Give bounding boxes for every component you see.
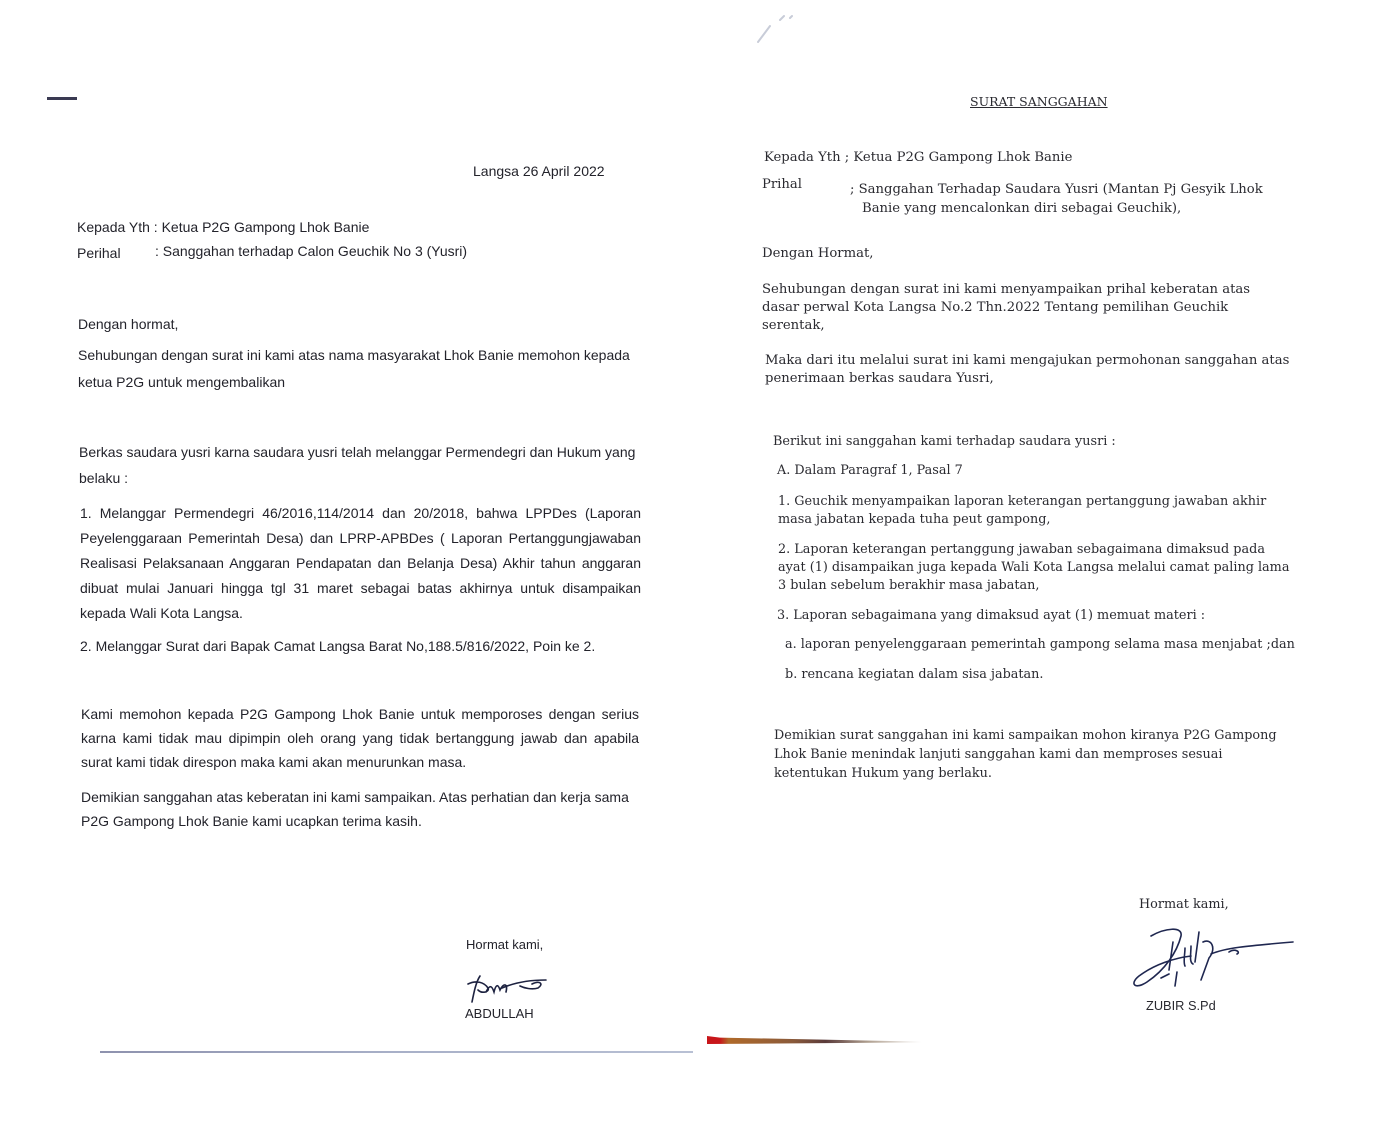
torn-edge bbox=[707, 1036, 922, 1044]
berkas-line: belaku : bbox=[79, 470, 129, 486]
item-2-line: ayat (1) disampaikan juga kepada Wali Kota Langsa melalui camat paling lama bbox=[778, 560, 1290, 575]
signer-name: ABDULLAH bbox=[465, 1006, 534, 1021]
request-paragraph bbox=[765, 353, 1289, 389]
recipient-line: Kepada Yth : Ketua P2G Gampong Lhok Banie bbox=[77, 219, 370, 235]
dash-mark bbox=[47, 97, 77, 100]
closing-line: Demikian sanggahan atas keberatan ini kami sampaikan. Atas perhatian dan kerja sama bbox=[81, 789, 629, 805]
request-line: karna kami tidak mau dipimpin oleh orang yang tidak bertanggung jawab dan apabila bbox=[81, 730, 639, 746]
berkas-paragraph bbox=[79, 444, 645, 496]
subject-value: : Sanggahan terhadap Calon Geuchik No 3 (Yusri) bbox=[155, 243, 468, 259]
point-1-line: Realisasi Pelaksanaan Anggaran Pendapatan dan Belanja Desa) Akhir tahun anggaran bbox=[80, 555, 641, 571]
item-2-line: 2. Laporan keterangan pertanggung jawaban sebagaimana dimaksud pada bbox=[778, 542, 1265, 557]
signature-abdullah bbox=[462, 970, 552, 1010]
request-line: penerimaan berkas saudara Yusri, bbox=[765, 371, 994, 386]
closing-paragraph bbox=[774, 728, 1277, 785]
greeting: Dengan hormat, bbox=[78, 316, 179, 332]
intro-line: Sehubungan dengan surat ini kami menyampaikan prihal keberatan atas bbox=[762, 282, 1251, 297]
point-1-line: 1. Melanggar Permendegri 46/2016,114/2014 dan 20/2018, bahwa LPPDes (Laporan bbox=[80, 505, 641, 521]
subject-line: ; Sanggahan Terhadap Saudara Yusri (Mantan Pj Gesyik Lhok bbox=[850, 182, 1263, 197]
intro-paragraph bbox=[762, 282, 1250, 336]
list-intro: Berikut ini sanggahan kami terhadap saudara yusri : bbox=[773, 434, 1116, 449]
closing-line: ketentukan Hukum yang berlaku. bbox=[774, 766, 992, 781]
point-1-line: Peyelenggaraan Pemerintah Desa) dan LPRP-APBDes ( Laporan Pertanggungjawaban bbox=[80, 530, 641, 546]
recipient-line: Kepada Yth ; Ketua P2G Gampong Lhok Banie bbox=[764, 150, 1073, 165]
request-line: Kami memohon kepada P2G Gampong Lhok Banie untuk memporoses dengan serius bbox=[81, 706, 639, 722]
subject-value bbox=[850, 182, 1263, 220]
intro-paragraph bbox=[78, 347, 648, 401]
point-1-line: kepada Wali Kota Langsa. bbox=[80, 605, 243, 621]
item-1-line: 1. Geuchik menyampaikan laporan keterangan pertanggung jawaban akhir bbox=[778, 494, 1267, 509]
closing-line: P2G Gampong Lhok Banie kami ucapkan terima kasih. bbox=[81, 813, 422, 829]
closing-paragraph bbox=[81, 789, 641, 837]
scan-smudge bbox=[750, 10, 810, 50]
closing-line: Lhok Banie menindak lanjuti sanggahan kami dan memproses sesuai bbox=[774, 747, 1223, 762]
greeting: Dengan Hormat, bbox=[762, 246, 874, 261]
bottom-rule bbox=[100, 1051, 693, 1053]
item-3a: a. laporan penyelenggaraan pemerintah gampong selama masa menjabat ;dan bbox=[785, 637, 1295, 652]
point-1 bbox=[80, 505, 641, 630]
point-1-line: dibuat mulai Januari hingga tgl 31 maret sebagai batas akhirnya untuk disampaikan bbox=[80, 580, 641, 596]
request-paragraph bbox=[81, 706, 639, 778]
item-1-line: masa jabatan kepada tuha peut gampong, bbox=[778, 512, 1051, 527]
request-line: surat kami tidak direspon maka kami akan menurunkan masa. bbox=[81, 754, 467, 770]
item-2-line: 3 bulan sebelum berakhir masa jabatan, bbox=[778, 578, 1040, 593]
request-line: Maka dari itu melalui surat ini kami mengajukan permohonan sanggahan atas bbox=[765, 353, 1290, 368]
intro-line: ketua P2G untuk mengembalikan bbox=[78, 374, 286, 390]
intro-line: serentak, bbox=[762, 318, 825, 333]
subject-label: Prihal bbox=[762, 177, 802, 192]
sign-off: Hormat kami, bbox=[466, 937, 544, 952]
subject-label: Perihal bbox=[77, 245, 121, 261]
closing-line: Demikian surat sanggahan ini kami sampaikan mohon kiranya P2G Gampong bbox=[774, 728, 1277, 743]
intro-line: dasar perwal Kota Langsa No.2 Thn.2022 Tentang pemilihan Geuchik bbox=[762, 300, 1229, 315]
point-2: 2. Melanggar Surat dari Bapak Camat Langsa Barat No,188.5/816/2022, Poin ke 2. bbox=[80, 638, 596, 654]
signature-zubir bbox=[1125, 918, 1295, 993]
signer-name: ZUBIR S.Pd bbox=[1146, 998, 1216, 1013]
item-3: 3. Laporan sebagaimana yang dimaksud ayat (1) memuat materi : bbox=[777, 608, 1206, 623]
letter-title: SURAT SANGGAHAN bbox=[970, 94, 1108, 109]
subject-line: Banie yang mencalonkan diri sebagai Geuchik), bbox=[862, 201, 1182, 216]
sign-off: Hormat kami, bbox=[1139, 897, 1229, 912]
section-a: A. Dalam Paragraf 1, Pasal 7 bbox=[777, 463, 963, 478]
item-2 bbox=[778, 542, 1289, 596]
berkas-line: Berkas saudara yusri karna saudara yusri telah melanggar Permendegri dan Hukum yang bbox=[79, 444, 636, 460]
intro-line: Sehubungan dengan surat ini kami atas nama masyarakat Lhok Banie memohon kepada bbox=[78, 347, 630, 363]
letter-date: Langsa 26 April 2022 bbox=[473, 163, 605, 179]
item-1 bbox=[778, 494, 1266, 530]
item-3b: b. rencana kegiatan dalam sisa jabatan. bbox=[785, 667, 1044, 682]
